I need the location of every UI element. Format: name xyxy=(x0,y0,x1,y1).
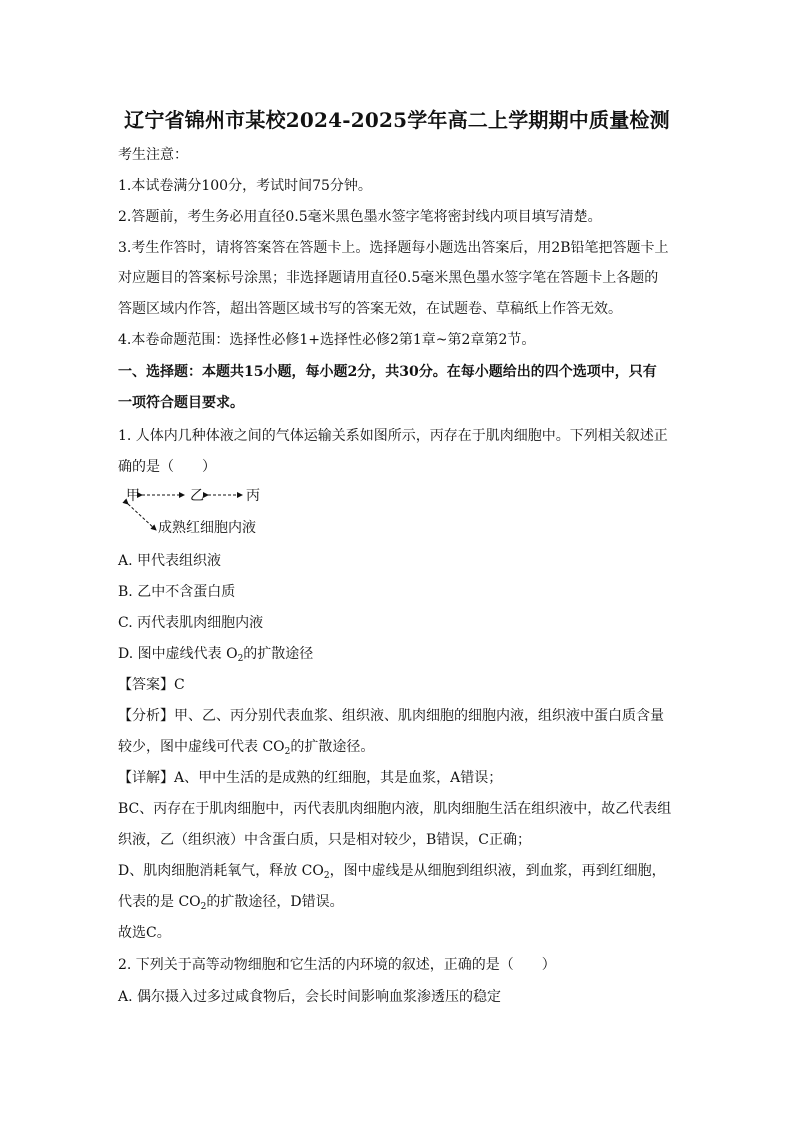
diagram-label-rbc: 成熟红细胞内液 xyxy=(158,520,256,536)
q1-detail-d xyxy=(118,862,666,880)
q1-detail-d-cont xyxy=(118,893,344,911)
q1-analysis-prefix: 较少，图中虚线可代表 CO xyxy=(118,739,285,755)
q1-option-d-prefix: D. 图中虚线代表 O xyxy=(118,646,238,662)
q1-detail-d-cont-prefix: 代表的是 CO xyxy=(118,894,201,910)
q1-stem-cont: 确的是（ ） xyxy=(118,459,216,475)
q1-option-d-sub: 2 xyxy=(237,654,244,664)
q1-option-a: A. 甲代表组织液 xyxy=(118,553,222,569)
arrow-jia-rbc xyxy=(128,504,156,530)
notice-item: 4.本卷命题范围：选择性必修1+选择性必修2第1章~第2章第2节。 xyxy=(118,332,536,348)
q1-detail-d-sub: 2 xyxy=(323,871,330,881)
notice-item: 对应题目的答案标号涂黑；非选择题请用直径0.5毫米黑色墨水签字笔在答题卡上各题的 xyxy=(118,270,659,286)
notice-item: 3.考生作答时，请将答案答在答题卡上。选择题每小题选出答案后，用2B铅笔把答题卡上 xyxy=(118,240,669,256)
q1-option-d-suffix: 的扩散途径 xyxy=(243,646,314,662)
q1-option-b: B. 乙中不含蛋白质 xyxy=(118,584,236,600)
notice-item: 1.本试卷满分100分，考试时间75分钟。 xyxy=(118,178,372,194)
diagram-label-bing: 丙 xyxy=(246,488,260,504)
page-title: 辽宁省锦州市某校2024-2025学年高二上学期期中质量检测 xyxy=(124,108,670,132)
q1-detail-d-cont-suffix: 的扩散途径，D错误。 xyxy=(206,894,344,910)
notice-item: 2.答题前，考生务必用直径0.5毫米黑色墨水签字笔将密封线内项目填写清楚。 xyxy=(118,209,602,225)
q1-option-d xyxy=(118,645,313,663)
q1-option-c: C. 丙代表肌肉细胞内液 xyxy=(118,615,264,631)
q1-detail-d-suffix: ，图中虚线是从细胞到组织液，到血浆，再到红细胞， xyxy=(329,863,666,879)
q1-analysis: 【分析】甲、乙、丙分别代表血浆、组织液、肌肉细胞的细胞内液，组织液中蛋白质含量 xyxy=(118,708,664,724)
notice-heading: 考生注意： xyxy=(118,147,188,163)
q1-detail: 【详解】A、甲中生活的是成熟的红细胞，其是血浆，A错误； xyxy=(118,770,503,786)
notice-item: 答题区域内作答，超出答题区域书写的答案无效，在试题卷、草稿纸上作答无效。 xyxy=(118,301,622,317)
q1-detail-d-cont-sub: 2 xyxy=(200,902,207,912)
section-heading: 一、选择题：本题共15小题，每小题2分，共30分。在每小题给出的四个选项中，只有 xyxy=(118,364,657,380)
q1-answer: 【答案】C xyxy=(118,677,185,693)
q1-analysis-sub: 2 xyxy=(284,747,291,757)
section-heading-cont: 一项符合题目要求。 xyxy=(118,395,244,411)
q1-diagram xyxy=(120,484,300,544)
q1-analysis-cont xyxy=(118,738,374,756)
q2-stem: 2. 下列关于高等动物细胞和它生活的内环境的叙述，正确的是（ ） xyxy=(118,957,556,973)
q2-option-a: A. 偶尔摄入过多过咸食物后，会长时间影响血浆渗透压的稳定 xyxy=(118,989,502,1005)
diagram-label-yi: 乙 xyxy=(190,488,204,504)
q1-detail-bc-cont: 织液，乙（组织液）中含蛋白质，只是相对较少，B错误，C正确； xyxy=(118,832,531,848)
q1-stem: 1. 人体内几种体液之间的气体运输关系如图所示，丙存在于肌肉细胞中。下列相关叙述正 xyxy=(118,428,668,444)
q1-analysis-suffix: 的扩散途径。 xyxy=(290,739,375,755)
q1-detail-bc: BC、丙存在于肌肉细胞中，丙代表肌肉细胞内液，肌肉细胞生活在组织液中，故乙代表组 xyxy=(118,801,672,817)
q1-conclusion: 故选C。 xyxy=(118,925,171,941)
q1-detail-d-prefix: D、肌肉细胞消耗氧气，释放 CO xyxy=(118,863,324,879)
diagram-label-jia: 甲 xyxy=(126,488,140,504)
